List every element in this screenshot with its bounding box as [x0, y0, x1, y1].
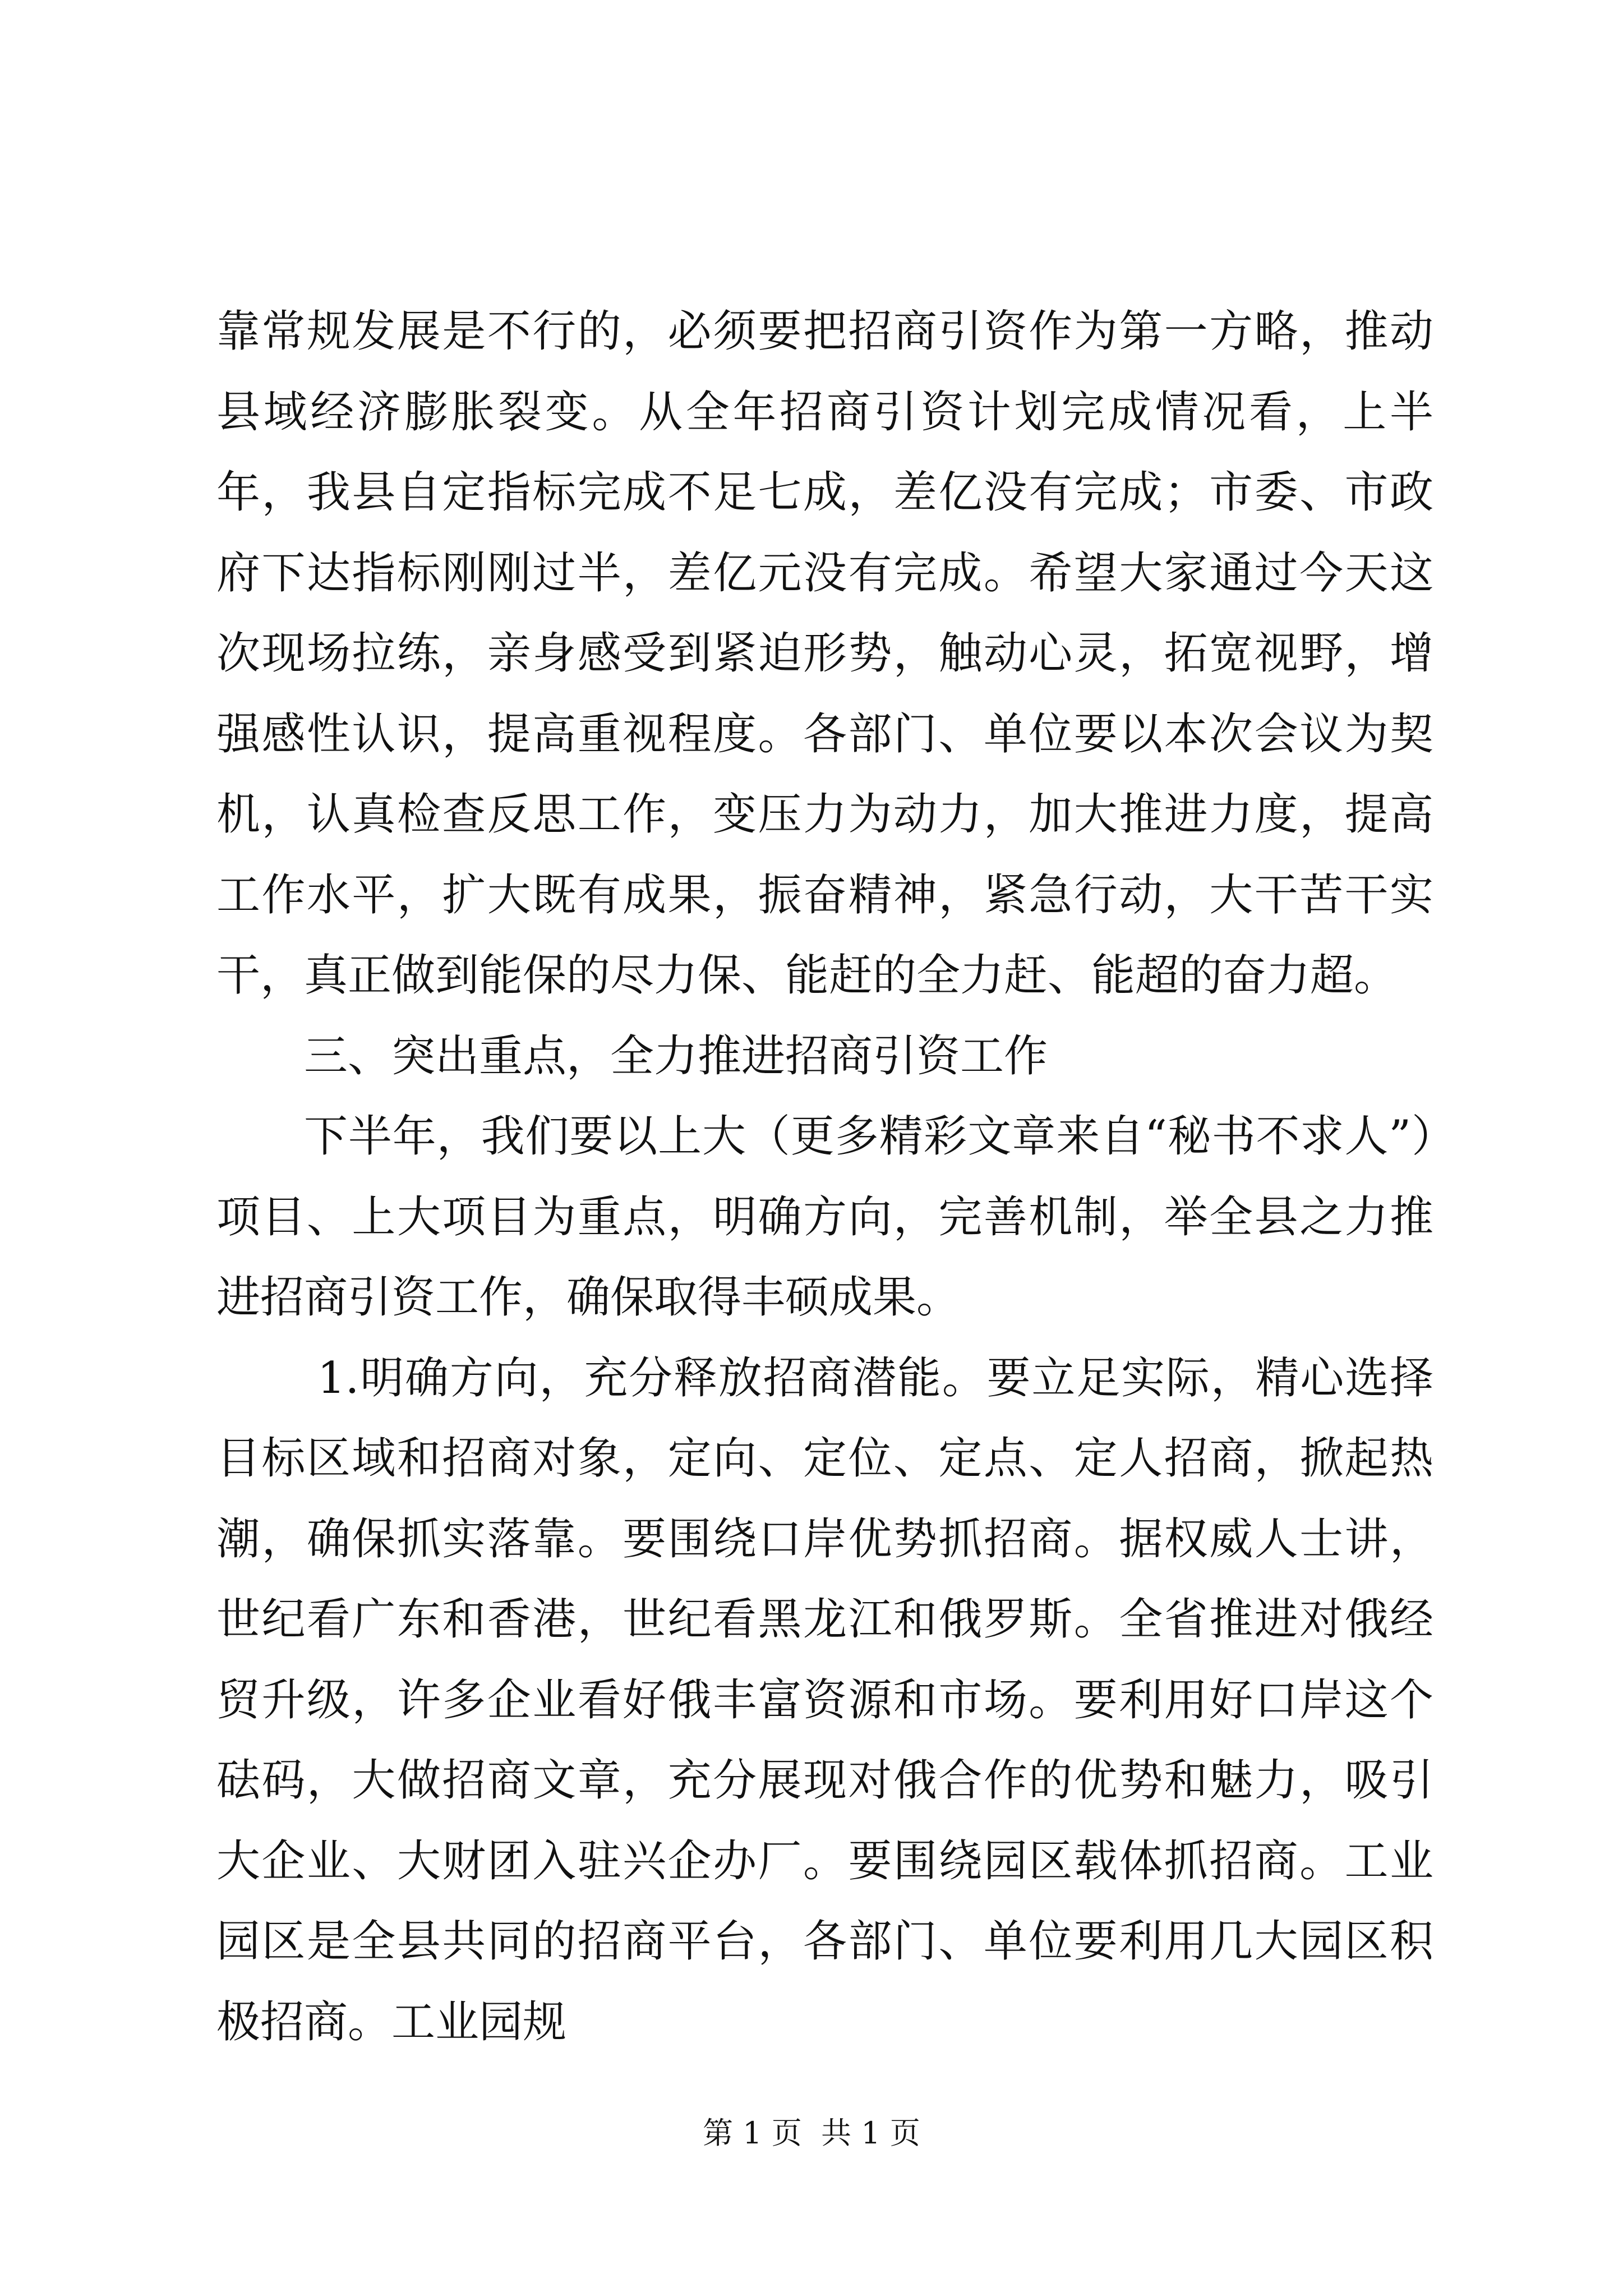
paragraph-intro: 下半年，我们要以上大（更多精彩文章来自“秘书不求人”）项目、上大项目为重点，明确方向，完善机制，举全县之力推进招商引资工作，确保取得丰硕成果。 — [216, 1111, 1433, 1323]
page-footer — [0, 2114, 1623, 2153]
paragraph-item-1: 1.明确方向，充分释放招商潜能。要立足实际，精心选择目标区域和招商对象，定向、定位、定点、定人招商，掀起热潮，确保抓实落靠。要围绕口岸优势抓招商。据权威人士讲，世纪看广东和香港，世纪看黑龙江和俄罗斯。全省推进对俄经贸升级，许多企业看好俄丰富资源和市场。要利用好口岸这个砝码，大做招商文章，充分展现对俄合作的优势和魅力，吸引大企业、大财团入驻兴企办厂。要围绕园区载体抓招商。工业园区是全县共同的招商平台，各部门、单位要利用几大园区积极招商。工业园规 — [216, 1352, 1433, 2047]
paragraph-continuation: 靠常规发展是不行的，必须要把招商引资作为第一方略，推动县域经济膨胀裂变。从全年招商引资计划完成情况看，上半年，我县自定指标完成不足七成，差亿没有完成；市委、市政府下达指标刚刚过半，差亿元没有完成。希望大家通过今天这次现场拉练，亲身感受到紧迫形势，触动心灵，拓宽视野，增强感性认识，提高重视程度。各部门、单位要以本次会议为契机，认真检查反思工作，变压力为动力，加大推进力度，提高工作水平，扩大既有成果，振奋精神，紧急行动，大干苦干实干，真正做到能保的尽力保、能赶的全力赶、能超的奋力超。 — [216, 306, 1433, 1001]
document-body — [216, 292, 1433, 2063]
section-heading: 三、突出重点，全力推进招商引资工作 — [304, 1030, 1048, 1082]
page-number: 第 1 页 共 1 页 — [703, 2115, 920, 2151]
